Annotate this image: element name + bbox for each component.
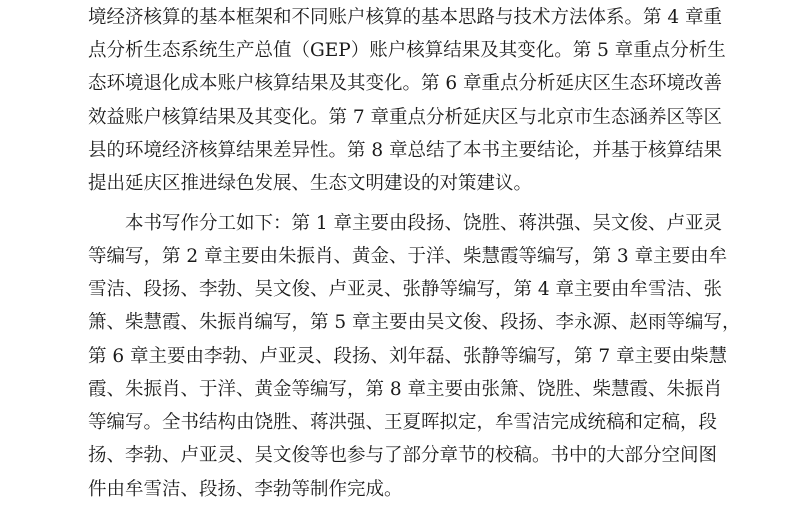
text-line: 件由牟雪洁、段扬、李勃等制作完成。 (88, 479, 403, 500)
text-line: 等编写。全书结构由饶胜、蒋洪强、王夏晖拟定，牟雪洁完成统稿和定稿，段 (88, 412, 718, 433)
text-line: 境经济核算的基本框架和不同账户核算的基本思路与技术方法体系。第 4 章重 (88, 7, 723, 28)
text-line: 县的环境经济核算结果差异性。第 8 章总结了本书主要结论，并基于核算结果 (88, 140, 723, 161)
text-line: 本书写作分工如下：第 1 章主要由段扬、饶胜、蒋洪强、吴文俊、卢亚灵 (125, 213, 723, 234)
text-line: 扬、李勃、卢亚灵、吴文俊等也参与了部分章节的校稿。书中的大部分空间图 (88, 445, 718, 466)
text-line: 态环境退化成本账户核算结果及其变化。第 6 章重点分析延庆区生态环境改善 (88, 73, 723, 94)
text-line: 点分析生态系统生产总值（GEP）账户核算结果及其变化。第 5 章重点分析生 (88, 40, 726, 61)
text-line: 等编写，第 2 章主要由朱振肖、黄金、于洋、柴慧霞等编写，第 3 章主要由牟 (88, 246, 728, 267)
text-line: 提出延庆区推进绿色发展、生态文明建设的对策建议。 (88, 173, 533, 194)
text-line: 霞、朱振肖、于洋、黄金等编写，第 8 章主要由张箫、饶胜、柴慧霞、朱振肖 (88, 379, 723, 400)
text-line: 雪洁、段扬、李勃、吴文俊、卢亚灵、张静等编写，第 4 章主要由牟雪洁、张 (88, 279, 723, 300)
text-line: 箫、柴慧霞、朱振肖编写，第 5 章主要由吴文俊、段扬、李永源、赵雨等编写， (88, 312, 741, 333)
text-line: 第 6 章主要由李勃、卢亚灵、段扬、刘年磊、张静等编写，第 7 章主要由柴慧 (88, 346, 728, 367)
text-line: 效益账户核算结果及其变化。第 7 章重点分析延庆区与北京市生态涵养区等区 (88, 107, 723, 128)
